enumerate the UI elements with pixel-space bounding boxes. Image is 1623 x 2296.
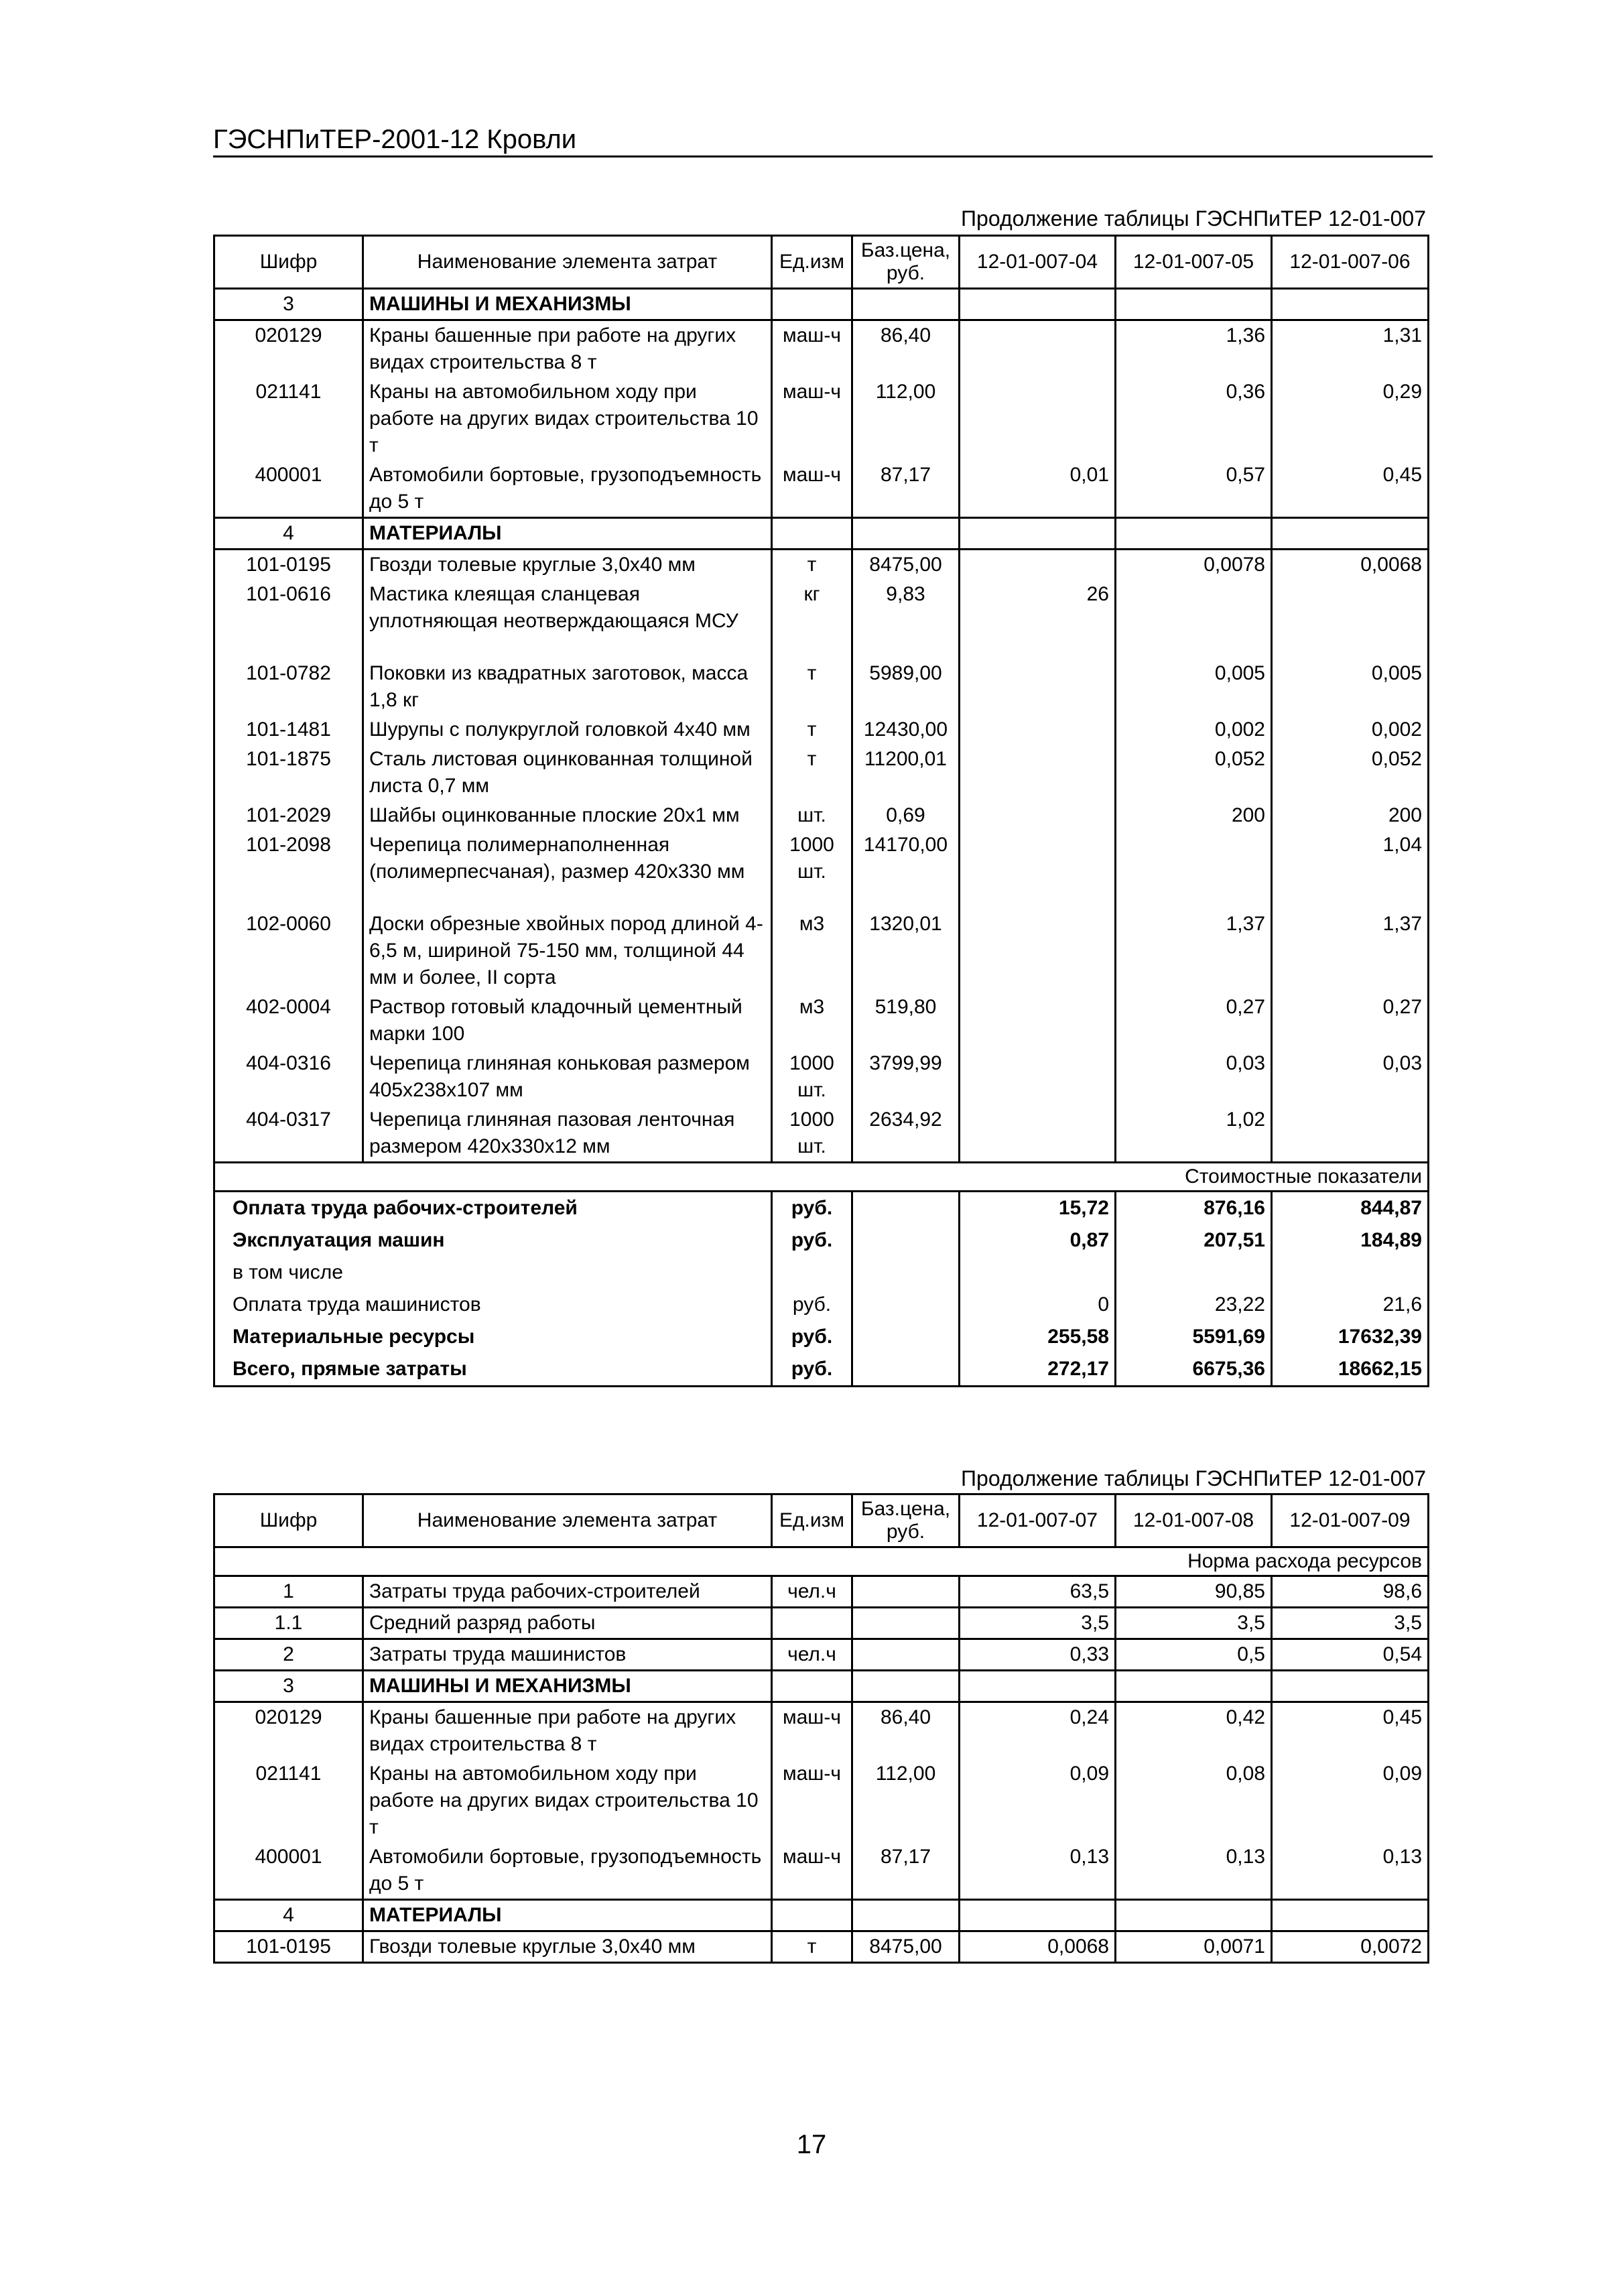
rate-value-2: 3,5 — [1116, 1608, 1272, 1639]
section-row-materials — [214, 1900, 1429, 1931]
resource-unit: т — [772, 659, 852, 715]
cost-unit: руб. — [772, 1353, 852, 1387]
rate-value-1 — [960, 659, 1116, 715]
resource-code: 101-1875 — [214, 745, 363, 801]
rate-value-1: 0,33 — [960, 1639, 1116, 1671]
resource-code: 021141 — [214, 1759, 363, 1842]
rate-value-1: 26 — [960, 580, 1116, 659]
table-row — [214, 909, 1429, 993]
cost-label: Эксплуатация машин — [214, 1224, 772, 1257]
rate-value-2: 0,08 — [1116, 1759, 1272, 1842]
cost-value-1: 15,72 — [960, 1192, 1116, 1225]
section-row-materials — [214, 518, 1429, 550]
col-header-price: Баз.цена, руб. — [852, 236, 960, 289]
cost-value-3: 18662,15 — [1272, 1353, 1429, 1387]
cost-value-2: 207,51 — [1116, 1224, 1272, 1257]
resource-code: 101-2029 — [214, 801, 363, 830]
table-row — [214, 550, 1429, 580]
resource-name: Краны на автомобильном ходу при работе на других видах строительства 10 т — [363, 1759, 772, 1842]
cost-unit: руб. — [772, 1224, 852, 1257]
table-row — [214, 377, 1429, 460]
resource-base-price: 519,80 — [852, 993, 960, 1049]
resource-name: Гвозди толевые круглые 3,0х40 мм — [363, 550, 772, 580]
resource-base-price: 2634,92 — [852, 1105, 960, 1163]
rate-value-3: 3,5 — [1272, 1608, 1429, 1639]
cost-unit: руб. — [772, 1321, 852, 1353]
col-header-rate-1: 12-01-007-07 — [960, 1494, 1116, 1547]
resource-base-price: 14170,00 — [852, 830, 960, 909]
table-row — [214, 1049, 1429, 1105]
cost-value-1: 255,58 — [960, 1321, 1116, 1353]
table-row — [214, 659, 1429, 715]
cost-unit: руб. — [772, 1289, 852, 1321]
section-code: 4 — [214, 518, 363, 550]
rate-value-1 — [960, 745, 1116, 801]
resource-code: 1 — [214, 1576, 363, 1608]
cost-row — [214, 1321, 1429, 1353]
rate-value-3: 0,002 — [1272, 715, 1429, 745]
rate-value-2: 0,13 — [1116, 1842, 1272, 1900]
rate-value-3 — [1272, 1105, 1429, 1163]
cost-empty-cell — [852, 1353, 960, 1387]
resource-code: 1.1 — [214, 1608, 363, 1639]
norm-band-label: Норма расхода ресурсов — [214, 1547, 1429, 1576]
resource-unit: т — [772, 745, 852, 801]
resource-code: 021141 — [214, 377, 363, 460]
resource-table-b — [213, 1493, 1429, 1964]
col-header-rate-3: 12-01-007-06 — [1272, 236, 1429, 289]
cost-value-1 — [960, 1257, 1116, 1289]
rate-value-1 — [960, 377, 1116, 460]
rate-value-3: 0,052 — [1272, 745, 1429, 801]
cost-empty-cell — [852, 1192, 960, 1225]
table-row — [214, 1931, 1429, 1963]
rate-value-2 — [1116, 580, 1272, 659]
cost-row — [214, 1289, 1429, 1321]
col-header-rate-2: 12-01-007-05 — [1116, 236, 1272, 289]
page-number: 17 — [796, 2130, 827, 2159]
rate-value-3 — [1272, 580, 1429, 659]
rate-value-3: 0,13 — [1272, 1842, 1429, 1900]
resource-code: 101-0782 — [214, 659, 363, 715]
resource-name: Краны башенные при работе на других видах строительства 8 т — [363, 1702, 772, 1760]
table-row — [214, 830, 1429, 909]
resource-name: Черепица полимернаполненная (полимерпесчаная), размер 420х330 мм — [363, 830, 772, 909]
cost-row — [214, 1192, 1429, 1225]
cost-row — [214, 1224, 1429, 1257]
rate-value-3: 0,45 — [1272, 1702, 1429, 1760]
table-row — [214, 1759, 1429, 1842]
table-row — [214, 1639, 1429, 1671]
rate-value-1: 0,24 — [960, 1702, 1116, 1760]
cost-empty-cell — [852, 1224, 960, 1257]
cost-empty-cell — [852, 1289, 960, 1321]
resource-unit: т — [772, 1931, 852, 1963]
col-header-name: Наименование элемента затрат — [363, 236, 772, 289]
rate-value-1: 0,09 — [960, 1759, 1116, 1842]
cost-empty-cell — [852, 1257, 960, 1289]
rate-value-2: 0,5 — [1116, 1639, 1272, 1671]
rate-value-1 — [960, 909, 1116, 993]
resource-name: Поковки из квадратных заготовок, масса 1,8 кг — [363, 659, 772, 715]
resource-base-price — [852, 1608, 960, 1639]
rate-value-1 — [960, 993, 1116, 1049]
cost-band-row — [214, 1163, 1429, 1192]
cost-label: Материальные ресурсы — [214, 1321, 772, 1353]
resource-name: Шурупы с полукруглой головкой 4х40 мм — [363, 715, 772, 745]
rate-value-3: 1,04 — [1272, 830, 1429, 909]
cost-empty-cell — [852, 1321, 960, 1353]
table-row — [214, 1608, 1429, 1639]
document-header-title: ГЭСНПиТЕР-2001-12 Кровли — [213, 125, 577, 154]
rate-value-1 — [960, 1049, 1116, 1105]
resource-name: Краны на автомобильном ходу при работе на других видах строительства 10 т — [363, 377, 772, 460]
resource-base-price: 87,17 — [852, 1842, 960, 1900]
cost-value-2: 876,16 — [1116, 1192, 1272, 1225]
rate-value-2: 200 — [1116, 801, 1272, 830]
resource-code: 102-0060 — [214, 909, 363, 993]
cost-value-3 — [1272, 1257, 1429, 1289]
section-code: 3 — [214, 1671, 363, 1702]
resource-code: 020129 — [214, 1702, 363, 1760]
rate-value-2: 0,005 — [1116, 659, 1272, 715]
table-row — [214, 460, 1429, 518]
resource-name: Черепица глиняная пазовая ленточная размером 420х330х12 мм — [363, 1105, 772, 1163]
resource-name: Шайбы оцинкованные плоские 20х1 мм — [363, 801, 772, 830]
resource-base-price: 12430,00 — [852, 715, 960, 745]
resource-unit: маш-ч — [772, 1702, 852, 1760]
resource-unit — [772, 1608, 852, 1639]
section-title: МАТЕРИАЛЫ — [363, 1900, 772, 1931]
resource-name: Раствор готовый кладочный цементный марки 100 — [363, 993, 772, 1049]
resource-unit: 1000 шт. — [772, 830, 852, 909]
rate-value-3: 0,0068 — [1272, 550, 1429, 580]
resource-unit: чел.ч — [772, 1576, 852, 1608]
rate-value-2: 90,85 — [1116, 1576, 1272, 1608]
resource-base-price: 0,69 — [852, 801, 960, 830]
resource-code: 2 — [214, 1639, 363, 1671]
cost-label: в том числе — [214, 1257, 772, 1289]
rate-value-1: 0,0068 — [960, 1931, 1116, 1963]
table-row — [214, 993, 1429, 1049]
cost-value-2 — [1116, 1257, 1272, 1289]
col-header-code: Шифр — [214, 236, 363, 289]
cost-value-2: 5591,69 — [1116, 1321, 1272, 1353]
resource-code: 400001 — [214, 460, 363, 518]
table-row — [214, 1842, 1429, 1900]
table-row — [214, 1105, 1429, 1163]
resource-table-a — [213, 235, 1429, 1387]
resource-code: 101-0195 — [214, 550, 363, 580]
resource-name: Доски обрезные хвойных пород длиной 4-6,5 м, шириной 75-150 мм, толщиной 44 мм и более, II сорта — [363, 909, 772, 993]
resource-base-price: 11200,01 — [852, 745, 960, 801]
col-header-rate-2: 12-01-007-08 — [1116, 1494, 1272, 1547]
cost-label: Оплата труда машинистов — [214, 1289, 772, 1321]
cost-value-3: 844,87 — [1272, 1192, 1429, 1225]
cost-unit — [772, 1257, 852, 1289]
section-row-machines — [214, 289, 1429, 320]
resource-base-price: 8475,00 — [852, 1931, 960, 1963]
resource-base-price: 86,40 — [852, 1702, 960, 1760]
resource-unit: т — [772, 715, 852, 745]
resource-base-price: 3799,99 — [852, 1049, 960, 1105]
resource-unit: чел.ч — [772, 1639, 852, 1671]
col-header-rate-3: 12-01-007-09 — [1272, 1494, 1429, 1547]
col-header-name: Наименование элемента затрат — [363, 1494, 772, 1547]
section-title: МАШИНЫ И МЕХАНИЗМЫ — [363, 289, 772, 320]
table-header-row — [214, 236, 1429, 289]
resource-code: 101-0195 — [214, 1931, 363, 1963]
resource-base-price: 86,40 — [852, 320, 960, 378]
resource-name: Затраты труда рабочих-строителей — [363, 1576, 772, 1608]
cost-label: Оплата труда рабочих-строителей — [214, 1192, 772, 1225]
cost-value-3: 184,89 — [1272, 1224, 1429, 1257]
table-b-continuation-note: Продолжение таблицы ГЭСНПиТЕР 12-01-007 — [961, 1466, 1426, 1490]
resource-code: 101-0616 — [214, 580, 363, 659]
resource-name: Черепица глиняная коньковая размером 405х238х107 мм — [363, 1049, 772, 1105]
cost-value-1: 272,17 — [960, 1353, 1116, 1387]
resource-name: Мастика клеящая сланцевая уплотняющая неотверждающаяся МСУ — [363, 580, 772, 659]
rate-value-3: 0,29 — [1272, 377, 1429, 460]
rate-value-1: 3,5 — [960, 1608, 1116, 1639]
resource-base-price: 5989,00 — [852, 659, 960, 715]
resource-name: Гвозди толевые круглые 3,0х40 мм — [363, 1931, 772, 1963]
table-row — [214, 580, 1429, 659]
cost-value-2: 6675,36 — [1116, 1353, 1272, 1387]
section-code: 3 — [214, 289, 363, 320]
rate-value-1 — [960, 320, 1116, 378]
resource-name: Автомобили бортовые, грузоподъемность до 5 т — [363, 1842, 772, 1900]
rate-value-1 — [960, 801, 1116, 830]
col-header-price: Баз.цена, руб. — [852, 1494, 960, 1547]
rate-value-2: 0,42 — [1116, 1702, 1272, 1760]
col-header-unit: Ед.изм — [772, 236, 852, 289]
rate-value-2: 1,36 — [1116, 320, 1272, 378]
rate-value-1: 0,01 — [960, 460, 1116, 518]
resource-code: 402-0004 — [214, 993, 363, 1049]
resource-code: 404-0316 — [214, 1049, 363, 1105]
resource-unit: маш-ч — [772, 320, 852, 378]
resource-base-price: 112,00 — [852, 377, 960, 460]
resource-base-price — [852, 1639, 960, 1671]
resource-unit: маш-ч — [772, 1759, 852, 1842]
resource-unit: 1000 шт. — [772, 1105, 852, 1163]
rate-value-2: 0,002 — [1116, 715, 1272, 745]
resource-unit: т — [772, 550, 852, 580]
rate-value-3: 0,27 — [1272, 993, 1429, 1049]
resource-unit: м3 — [772, 909, 852, 993]
resource-base-price — [852, 1576, 960, 1608]
rate-value-2: 0,052 — [1116, 745, 1272, 801]
resource-base-price: 87,17 — [852, 460, 960, 518]
resource-unit: кг — [772, 580, 852, 659]
rate-value-3: 0,09 — [1272, 1759, 1429, 1842]
resource-unit: маш-ч — [772, 1842, 852, 1900]
resource-code: 101-2098 — [214, 830, 363, 909]
resource-base-price: 9,83 — [852, 580, 960, 659]
table-row — [214, 715, 1429, 745]
cost-value-1: 0,87 — [960, 1224, 1116, 1257]
rate-value-3: 1,37 — [1272, 909, 1429, 993]
rate-value-1 — [960, 550, 1116, 580]
cost-value-3: 17632,39 — [1272, 1321, 1429, 1353]
resource-name: Затраты труда машинистов — [363, 1639, 772, 1671]
rate-value-2 — [1116, 830, 1272, 909]
resource-unit: 1000 шт. — [772, 1049, 852, 1105]
rate-value-1 — [960, 1105, 1116, 1163]
rate-value-2: 0,27 — [1116, 993, 1272, 1049]
resource-code: 400001 — [214, 1842, 363, 1900]
rate-value-3: 1,31 — [1272, 320, 1429, 378]
rate-value-3: 0,54 — [1272, 1639, 1429, 1671]
rate-value-1 — [960, 830, 1116, 909]
resource-unit: м3 — [772, 993, 852, 1049]
rate-value-2: 0,0078 — [1116, 550, 1272, 580]
resource-base-price: 1320,01 — [852, 909, 960, 993]
col-header-rate-1: 12-01-007-04 — [960, 236, 1116, 289]
section-title: МАТЕРИАЛЫ — [363, 518, 772, 550]
resource-base-price: 112,00 — [852, 1759, 960, 1842]
rate-value-1: 0,13 — [960, 1842, 1116, 1900]
rate-value-2: 1,02 — [1116, 1105, 1272, 1163]
table-row — [214, 1576, 1429, 1608]
table-row — [214, 1702, 1429, 1760]
rate-value-3: 98,6 — [1272, 1576, 1429, 1608]
resource-base-price: 8475,00 — [852, 550, 960, 580]
resource-name: Краны башенные при работе на других видах строительства 8 т — [363, 320, 772, 378]
norm-band-row — [214, 1547, 1429, 1576]
cost-row — [214, 1353, 1429, 1387]
section-title: МАШИНЫ И МЕХАНИЗМЫ — [363, 1671, 772, 1702]
table-a-continuation-note: Продолжение таблицы ГЭСНПиТЕР 12-01-007 — [961, 206, 1426, 231]
rate-value-3: 200 — [1272, 801, 1429, 830]
cost-value-2: 23,22 — [1116, 1289, 1272, 1321]
rate-value-2: 0,57 — [1116, 460, 1272, 518]
rate-value-2: 0,36 — [1116, 377, 1272, 460]
cost-label: Всего, прямые затраты — [214, 1353, 772, 1387]
resource-name: Автомобили бортовые, грузоподъемность до 5 т — [363, 460, 772, 518]
table-header-row — [214, 1494, 1429, 1547]
cost-row — [214, 1257, 1429, 1289]
table-row — [214, 320, 1429, 378]
rate-value-2: 1,37 — [1116, 909, 1272, 993]
resource-unit: шт. — [772, 801, 852, 830]
cost-value-1: 0 — [960, 1289, 1116, 1321]
resource-name: Сталь листовая оцинкованная толщиной листа 0,7 мм — [363, 745, 772, 801]
cost-band-label: Стоимостные показатели — [214, 1163, 1429, 1192]
rate-value-2: 0,0071 — [1116, 1931, 1272, 1963]
cost-value-3: 21,6 — [1272, 1289, 1429, 1321]
table-row — [214, 745, 1429, 801]
section-row-machines — [214, 1671, 1429, 1702]
rate-value-3: 0,45 — [1272, 460, 1429, 518]
rate-value-3: 0,03 — [1272, 1049, 1429, 1105]
cost-unit: руб. — [772, 1192, 852, 1225]
col-header-code: Шифр — [214, 1494, 363, 1547]
rate-value-1: 63,5 — [960, 1576, 1116, 1608]
resource-name: Средний разряд работы — [363, 1608, 772, 1639]
header-rule — [213, 155, 1433, 157]
rate-value-1 — [960, 715, 1116, 745]
resource-unit: маш-ч — [772, 377, 852, 460]
resource-code: 020129 — [214, 320, 363, 378]
rate-value-3: 0,005 — [1272, 659, 1429, 715]
resource-code: 101-1481 — [214, 715, 363, 745]
col-header-unit: Ед.изм — [772, 1494, 852, 1547]
rate-value-3: 0,0072 — [1272, 1931, 1429, 1963]
rate-value-2: 0,03 — [1116, 1049, 1272, 1105]
section-code: 4 — [214, 1900, 363, 1931]
resource-unit: маш-ч — [772, 460, 852, 518]
table-row — [214, 801, 1429, 830]
resource-code: 404-0317 — [214, 1105, 363, 1163]
